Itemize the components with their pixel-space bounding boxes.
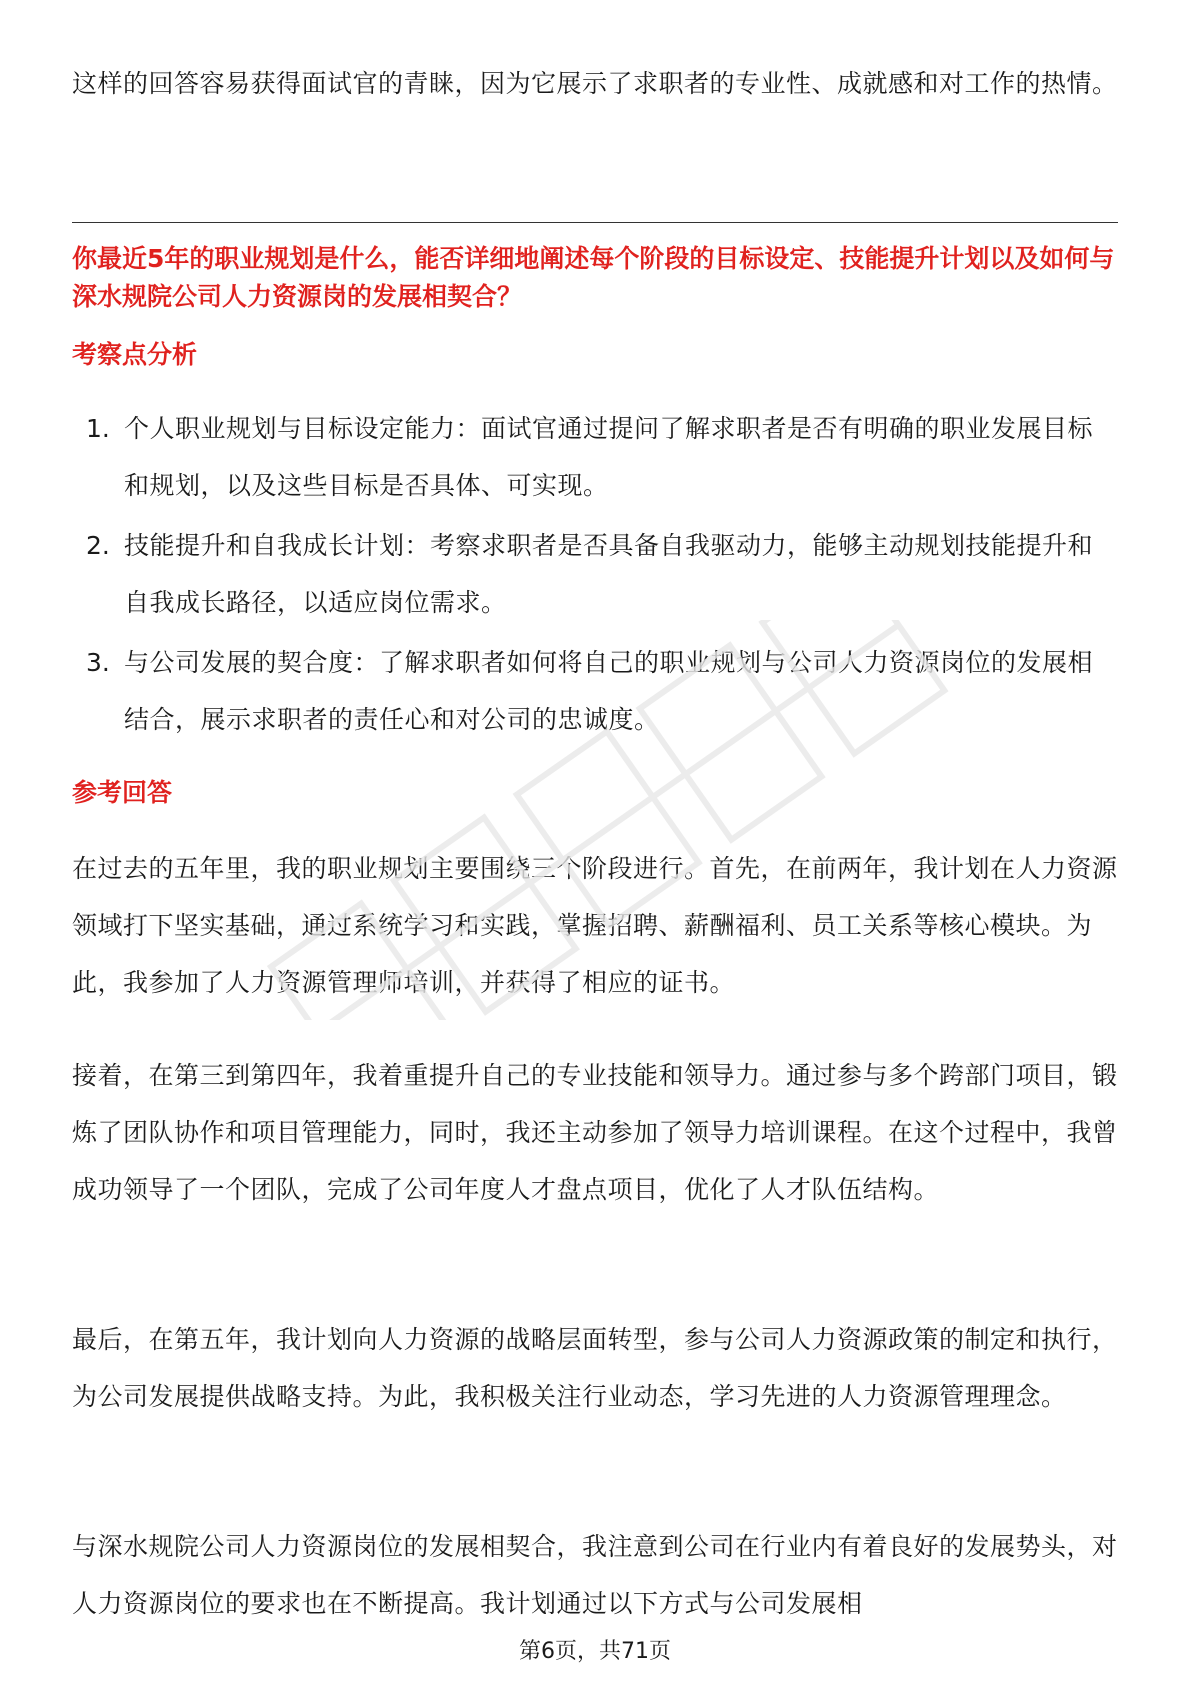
analysis-title: 考察点分析 [72, 340, 198, 369]
answer-paragraph: 最后，在第五年，我计划向人力资源的战略层面转型，参与公司人力资源政策的制定和执行，为公司发展提供战略支持。为此，我积极关注行业动态，学习先进的人力资源管理理念。 [72, 1325, 1118, 1411]
answer-paragraph: 与深水规院公司人力资源岗位的发展相契合，我注意到公司在行业内有着良好的发展势头，对人力资源岗位的要求也在不断提高。我计划通过以下方式与公司发展相 [72, 1532, 1118, 1618]
answer-paragraph: 在过去的五年里，我的职业规划主要围绕三个阶段进行。首先，在前两年，我计划在人力资源领域打下坚实基础，通过系统学习和实践，掌握招聘、薪酬福利、员工关系等核心模块。为此，我参加了人力资源管理师培训，并获得了相应的证书。 [72, 854, 1118, 997]
section-divider [72, 222, 1118, 223]
list-item-number: 3. [86, 648, 110, 677]
list-item-text: 技能提升和自我成长计划：考察求职者是否具备自我驱动力，能够主动规划技能提升和自我成长路径，以适应岗位需求。 [124, 531, 1094, 617]
answer-paragraph: 接着，在第三到第四年，我着重提升自己的专业技能和领导力。通过参与多个跨部门项目，锻炼了团队协作和项目管理能力，同时，我还主动参加了领导力培训课程。在这个过程中，我曾成功领导了一个团队，完成了公司年度人才盘点项目，优化了人才队伍结构。 [72, 1061, 1118, 1204]
list-item [72, 400, 1118, 514]
intro-paragraph: 这样的回答容易获得面试官的青睐，因为它展示了求职者的专业性、成就感和对工作的热情。 [72, 69, 1118, 98]
page-number: 第6页，共71页 [519, 1639, 671, 1664]
analysis-list [72, 400, 1118, 751]
list-item-text: 个人职业规划与目标设定能力：面试官通过提问了解求职者是否有明确的职业发展目标和规划，以及这些目标是否具体、可实现。 [124, 414, 1094, 500]
question-heading: 你最近5年的职业规划是什么，能否详细地阐述每个阶段的目标设定、技能提升计划以及如何与深水规院公司人力资源岗的发展相契合？ [72, 244, 1115, 311]
answer-title: 参考回答 [72, 778, 173, 807]
list-item [72, 634, 1118, 748]
list-item [72, 517, 1118, 631]
list-item-number: 2. [86, 531, 110, 560]
list-item-number: 1. [86, 414, 110, 443]
list-item-text: 与公司发展的契合度：了解求职者如何将自己的职业规划与公司人力资源岗位的发展相结合，展示求职者的责任心和对公司的忠诚度。 [124, 648, 1094, 734]
